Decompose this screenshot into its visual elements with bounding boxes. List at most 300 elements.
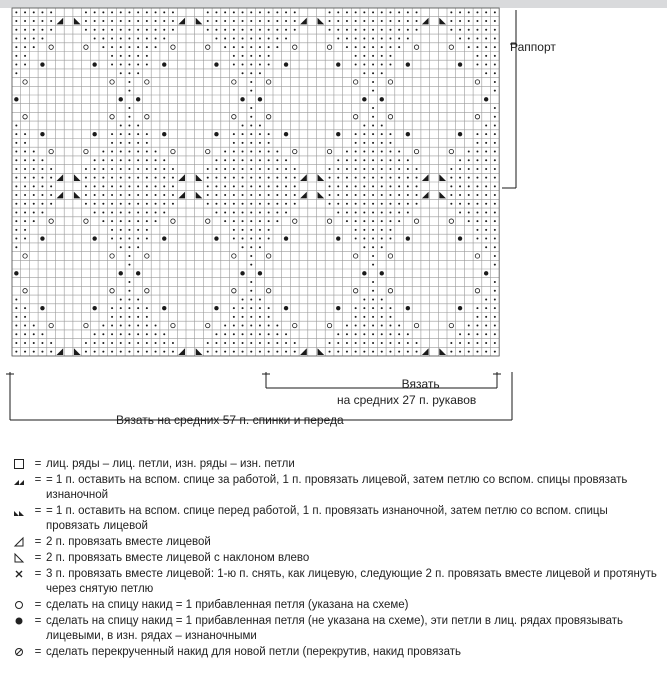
purl-dot (407, 177, 409, 179)
purl-dot (111, 333, 113, 335)
purl-dot (41, 29, 43, 31)
purl-dot (50, 168, 52, 170)
purl-dot (329, 342, 331, 344)
purl-dot (259, 342, 261, 344)
purl-dot (407, 211, 409, 213)
purl-dot (155, 325, 157, 327)
purl-dot (294, 11, 296, 13)
purl-dot (398, 159, 400, 161)
purl-dot (85, 194, 87, 196)
purl-dot (494, 325, 496, 327)
purl-dot (381, 333, 383, 335)
purl-dot (268, 20, 270, 22)
purl-dot (233, 159, 235, 161)
purl-dot (355, 307, 357, 309)
purl-dot (250, 116, 252, 118)
yarn-over-filled (92, 306, 96, 310)
purl-dot (398, 29, 400, 31)
purl-dot (355, 159, 357, 161)
purl-dot (355, 211, 357, 213)
yarn-over-open (293, 45, 297, 49)
purl-dot (372, 142, 374, 144)
cross-stitch (422, 18, 429, 25)
purl-dot (137, 333, 139, 335)
purl-dot (346, 194, 348, 196)
purl-dot (207, 342, 209, 344)
purl-dot (111, 316, 113, 318)
purl-dot (163, 168, 165, 170)
purl-dot (381, 194, 383, 196)
legend-symbol (8, 551, 30, 566)
purl-dot (163, 203, 165, 205)
purl-dot (485, 55, 487, 57)
purl-dot (111, 55, 113, 57)
purl-dot (276, 194, 278, 196)
purl-dot (450, 203, 452, 205)
purl-dot (50, 185, 52, 187)
yarn-over-open (449, 149, 453, 153)
purl-dot (128, 298, 130, 300)
purl-dot (346, 29, 348, 31)
purl-dot (33, 11, 35, 13)
yarn-over-filled (458, 236, 462, 240)
purl-dot (459, 168, 461, 170)
cross-stitch (196, 174, 203, 181)
purl-dot (111, 168, 113, 170)
purl-dot (468, 220, 470, 222)
yarn-over-open (49, 323, 53, 327)
purl-dot (120, 238, 122, 240)
purl-dot (459, 20, 461, 22)
back-front-label: Вязать на средних 57 п. спинки и переда (116, 413, 344, 427)
purl-dot (207, 177, 209, 179)
purl-dot (128, 177, 130, 179)
purl-dot (276, 325, 278, 327)
yarn-over-open (327, 149, 331, 153)
purl-dot (372, 281, 374, 283)
purl-dot (15, 316, 17, 318)
purl-dot (372, 307, 374, 309)
purl-dot (494, 55, 496, 57)
purl-dot (355, 168, 357, 170)
purl-dot (476, 316, 478, 318)
yarn-over-filled (484, 271, 488, 275)
purl-dot (242, 307, 244, 309)
purl-dot (372, 264, 374, 266)
purl-dot (242, 177, 244, 179)
purl-dot (146, 168, 148, 170)
purl-dot (337, 168, 339, 170)
purl-dot (85, 177, 87, 179)
purl-dot (372, 11, 374, 13)
yarn-over-open (145, 80, 149, 84)
chart-symbols (14, 11, 496, 355)
cross-stitch (74, 348, 81, 355)
purl-dot (207, 194, 209, 196)
purl-dot (389, 151, 391, 153)
purl-dot (494, 342, 496, 344)
purl-dot (485, 142, 487, 144)
knit-sleeves-label: на средних 27 п. рукавов (337, 393, 477, 407)
purl-dot (355, 151, 357, 153)
purl-dot (94, 159, 96, 161)
purl-dot (111, 211, 113, 213)
purl-dot (259, 168, 261, 170)
purl-dot (381, 151, 383, 153)
purl-dot (485, 64, 487, 66)
purl-dot (242, 37, 244, 39)
purl-dot (337, 11, 339, 13)
yarn-over-open (449, 219, 453, 223)
purl-dot (494, 90, 496, 92)
purl-dot (128, 116, 130, 118)
purl-dot (15, 142, 17, 144)
purl-dot (389, 177, 391, 179)
purl-dot (416, 185, 418, 187)
purl-dot (259, 64, 261, 66)
purl-dot (372, 20, 374, 22)
cross-stitch (74, 192, 81, 199)
purl-dot (381, 211, 383, 213)
purl-dot (233, 229, 235, 231)
rapport-bracket (502, 10, 516, 188)
purl-dot (172, 168, 174, 170)
purl-dot (259, 351, 261, 353)
purl-dot (250, 342, 252, 344)
purl-dot (137, 238, 139, 240)
purl-dot (268, 307, 270, 309)
purl-dot (163, 29, 165, 31)
purl-dot (372, 72, 374, 74)
purl-dot (224, 333, 226, 335)
purl-dot (276, 203, 278, 205)
purl-dot (15, 238, 17, 240)
yarn-over-filled (214, 62, 218, 66)
purl-dot (224, 325, 226, 327)
purl-dot (381, 37, 383, 39)
purl-dot (224, 168, 226, 170)
purl-dot (372, 229, 374, 231)
purl-dot (250, 81, 252, 83)
purl-dot (476, 307, 478, 309)
yarn-over-filled (162, 132, 166, 136)
purl-dot (137, 168, 139, 170)
purl-dot (146, 177, 148, 179)
yarn-over-filled (240, 97, 244, 101)
yarn-over-open (145, 289, 149, 293)
purl-dot (207, 351, 209, 353)
purl-dot (259, 142, 261, 144)
purl-dot (407, 333, 409, 335)
purl-dot (381, 307, 383, 309)
legend-text: 2 п. провязать вместе лицевой (46, 536, 211, 548)
purl-dot (494, 159, 496, 161)
purl-dot (146, 342, 148, 344)
purl-dot (33, 20, 35, 22)
purl-dot (346, 203, 348, 205)
purl-dot (485, 220, 487, 222)
purl-dot (329, 194, 331, 196)
yarn-over-open (84, 149, 88, 153)
purl-dot (15, 55, 17, 57)
purl-dot (233, 20, 235, 22)
purl-dot (215, 20, 217, 22)
purl-dot (120, 211, 122, 213)
purl-dot (381, 316, 383, 318)
purl-dot (146, 133, 148, 135)
purl-dot (494, 290, 496, 292)
purl-dot (476, 133, 478, 135)
knit-label: Вязать (401, 377, 440, 391)
purl-dot (102, 333, 104, 335)
purl-dot (346, 325, 348, 327)
purl-dot (389, 342, 391, 344)
purl-dot (363, 246, 365, 248)
yarn-over-filled (284, 236, 288, 240)
purl-dot (346, 351, 348, 353)
purl-dot (346, 20, 348, 22)
purl-dot (355, 20, 357, 22)
purl-dot (476, 151, 478, 153)
yarn-over-filled (92, 236, 96, 240)
purl-dot (268, 133, 270, 135)
purl-dot (33, 168, 35, 170)
purl-dot (476, 185, 478, 187)
purl-dot (207, 203, 209, 205)
purl-dot (268, 316, 270, 318)
purl-dot (494, 333, 496, 335)
purl-dot (242, 185, 244, 187)
purl-dot (24, 194, 26, 196)
purl-dot (128, 159, 130, 161)
purl-dot (155, 29, 157, 31)
purl-dot (146, 203, 148, 205)
purl-dot (268, 238, 270, 240)
purl-dot (268, 168, 270, 170)
yarn-over-filled (258, 271, 262, 275)
purl-dot (137, 55, 139, 57)
purl-dot (120, 133, 122, 135)
purl-dot (363, 124, 365, 126)
purl-dot (355, 351, 357, 353)
purl-dot (15, 11, 17, 13)
purl-dot (476, 194, 478, 196)
purl-dot (85, 29, 87, 31)
purl-dot (137, 124, 139, 126)
purl-dot (128, 185, 130, 187)
purl-dot (355, 333, 357, 335)
purl-dot (242, 211, 244, 213)
sleeve-label (337, 376, 477, 408)
purl-dot (94, 168, 96, 170)
purl-dot (329, 168, 331, 170)
purl-dot (294, 168, 296, 170)
purl-dot (24, 333, 26, 335)
purl-dot (476, 11, 478, 13)
purl-dot (233, 37, 235, 39)
purl-dot (294, 342, 296, 344)
purl-dot (381, 20, 383, 22)
purl-dot (24, 46, 26, 48)
purl-dot (285, 333, 287, 335)
purl-dot (146, 185, 148, 187)
purl-dot (363, 55, 365, 57)
yarn-over-filled (240, 271, 244, 275)
yarn-over-filled (284, 306, 288, 310)
purl-dot (372, 325, 374, 327)
purl-dot (381, 72, 383, 74)
purl-dot (250, 29, 252, 31)
purl-dot (276, 159, 278, 161)
purl-dot (102, 37, 104, 39)
purl-dot (337, 194, 339, 196)
purl-dot (485, 229, 487, 231)
purl-dot (128, 238, 130, 240)
purl-dot (242, 55, 244, 57)
purl-dot (120, 11, 122, 13)
purl-dot (476, 325, 478, 327)
purl-dot (120, 29, 122, 31)
purl-dot (24, 220, 26, 222)
purl-dot (468, 46, 470, 48)
purl-dot (459, 351, 461, 353)
purl-dot (485, 185, 487, 187)
purl-dot (137, 220, 139, 222)
yarn-over-open (475, 254, 479, 258)
purl-dot (146, 220, 148, 222)
purl-dot (285, 11, 287, 13)
purl-dot (146, 29, 148, 31)
purl-dot (294, 177, 296, 179)
purl-dot (155, 177, 157, 179)
purl-dot (485, 133, 487, 135)
purl-dot (250, 64, 252, 66)
purl-dot (372, 290, 374, 292)
purl-dot (459, 211, 461, 213)
purl-dot (102, 342, 104, 344)
purl-dot (450, 177, 452, 179)
purl-dot (120, 307, 122, 309)
yarn-over-filled (40, 62, 44, 66)
cross-stitch (57, 174, 64, 181)
purl-dot (102, 29, 104, 31)
purl-dot (24, 159, 26, 161)
purl-dot (146, 64, 148, 66)
purl-dot (485, 177, 487, 179)
purl-dot (102, 211, 104, 213)
purl-dot (224, 211, 226, 213)
purl-dot (485, 351, 487, 353)
purl-dot (372, 55, 374, 57)
purl-dot (485, 246, 487, 248)
purl-dot (381, 185, 383, 187)
purl-dot (250, 185, 252, 187)
purl-dot (407, 194, 409, 196)
purl-dot (363, 238, 365, 240)
purl-dot (372, 64, 374, 66)
purl-dot (389, 333, 391, 335)
purl-dot (381, 298, 383, 300)
yarn-over-filled (284, 62, 288, 66)
purl-dot (485, 159, 487, 161)
purl-dot (476, 20, 478, 22)
purl-dot (215, 29, 217, 31)
purl-dot (416, 342, 418, 344)
purl-dot (494, 20, 496, 22)
purl-dot (259, 238, 261, 240)
purl-dot (259, 11, 261, 13)
legend-row (8, 567, 663, 597)
purl-dot (15, 220, 17, 222)
yarn-over-filled (119, 97, 123, 101)
purl-dot (33, 185, 35, 187)
purl-dot (250, 211, 252, 213)
purl-dot (416, 351, 418, 353)
purl-dot (24, 316, 26, 318)
purl-dot (285, 20, 287, 22)
purl-dot (41, 185, 43, 187)
purl-dot (329, 351, 331, 353)
purl-dot (372, 90, 374, 92)
purl-dot (242, 168, 244, 170)
purl-dot (128, 151, 130, 153)
purl-dot (250, 124, 252, 126)
purl-dot (389, 211, 391, 213)
purl-dot (85, 203, 87, 205)
purl-dot (276, 46, 278, 48)
purl-dot (494, 29, 496, 31)
purl-dot (224, 185, 226, 187)
purl-dot (459, 37, 461, 39)
purl-dot (250, 290, 252, 292)
yarn-over-open (232, 80, 236, 84)
yarn-over-filled (336, 306, 340, 310)
purl-dot (259, 151, 261, 153)
purl-dot (120, 151, 122, 153)
purl-dot (346, 168, 348, 170)
purl-dot (233, 11, 235, 13)
yarn-over-open (388, 289, 392, 293)
purl-dot (372, 203, 374, 205)
yarn-over-filled (284, 132, 288, 136)
purl-dot (224, 37, 226, 39)
yarn-over-open (171, 45, 175, 49)
purl-dot (233, 220, 235, 222)
purl-dot (233, 203, 235, 205)
purl-dot (485, 342, 487, 344)
purl-dot (285, 194, 287, 196)
purl-dot (215, 185, 217, 187)
purl-dot (259, 229, 261, 231)
purl-dot (485, 316, 487, 318)
purl-dot (146, 238, 148, 240)
purl-dot (381, 342, 383, 344)
purl-dot (33, 203, 35, 205)
purl-dot (120, 316, 122, 318)
purl-dot (407, 203, 409, 205)
purl-dot (389, 185, 391, 187)
purl-dot (494, 81, 496, 83)
purl-dot (259, 307, 261, 309)
purl-dot (468, 342, 470, 344)
purl-dot (485, 29, 487, 31)
cross-stitch (178, 174, 185, 181)
purl-dot (381, 229, 383, 231)
purl-dot (146, 46, 148, 48)
purl-dot (398, 168, 400, 170)
purl-dot (242, 342, 244, 344)
yarn-over-open (293, 219, 297, 223)
